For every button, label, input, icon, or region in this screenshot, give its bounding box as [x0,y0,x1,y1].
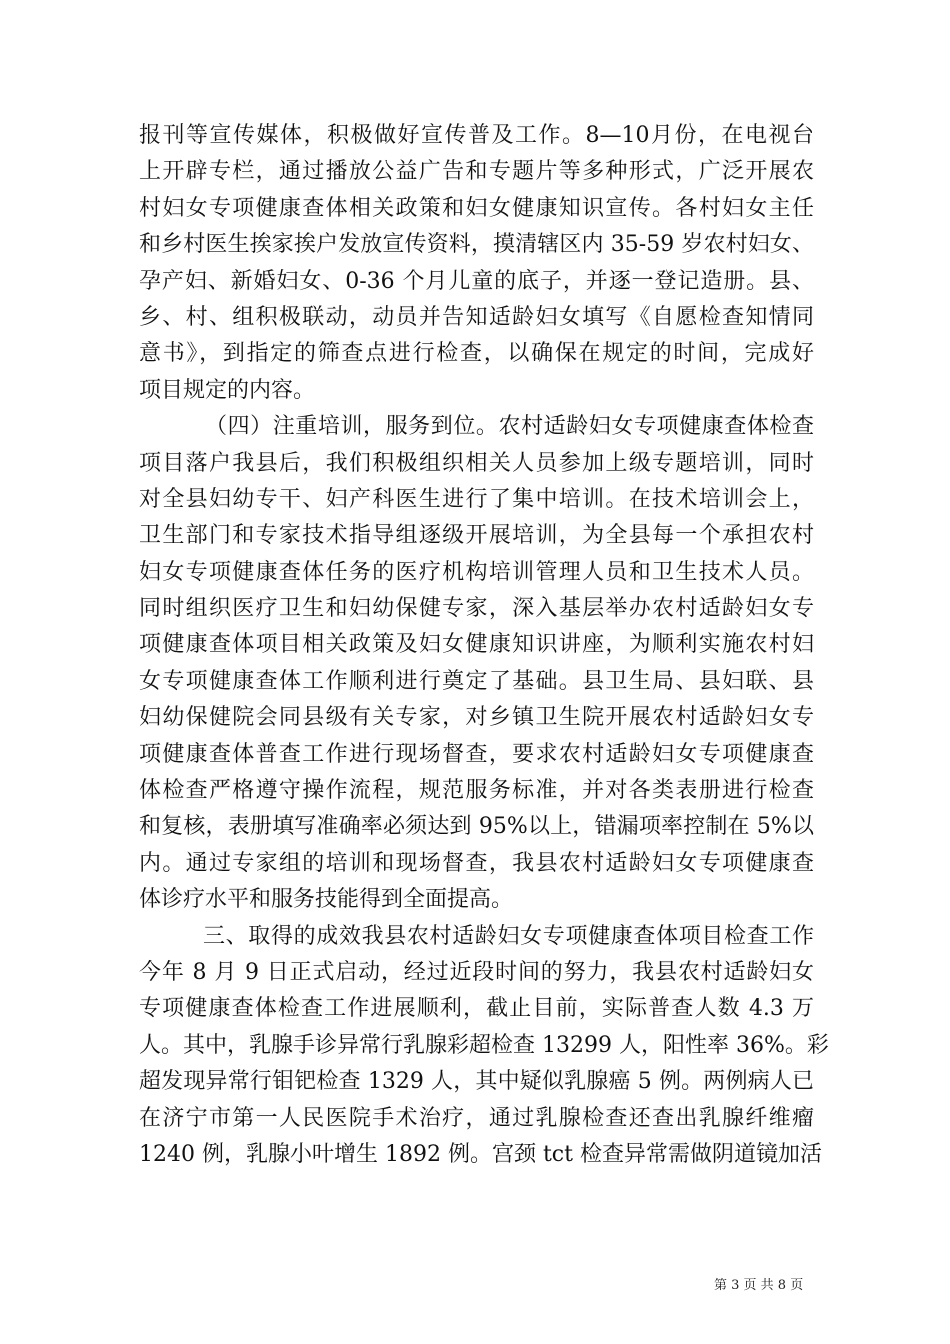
text-line: 项健康查体项目相关政策及妇女健康知识讲座，为顺利实施农村妇 [139,632,814,658]
text-line: 同时组织医疗卫生和妇幼保健专家，深入基层举办农村适龄妇女专 [139,596,814,622]
text-line: 超发现异常行钼钯检查 1329 人，其中疑似乳腺癌 5 例。两例病人已 [139,1069,814,1095]
text-line: 人。其中，乳腺手诊异常行乳腺彩超检查 13299 人，阳性率 36%。彩 [139,1032,829,1058]
text-line: 今年 8 月 9 日正式启动，经过近段时间的努力，我县农村适龄妇女 [139,959,814,985]
text-line: 1240 例，乳腺小叶增生 1892 例。宫颈 tct 检查异常需做阴道镜加活 [139,1141,822,1167]
text-line: （四）注重培训，服务到位。农村适龄妇女专项健康查体检查 [205,414,814,440]
text-line: 意书》，到指定的筛查点进行检查，以确保在规定的时间，完成好 [139,341,814,367]
document-body [139,118,829,1173]
text-line: 内。通过专家组的培训和现场督查，我县农村适龄妇女专项健康查 [139,850,814,876]
text-line: 体检查严格遵守操作流程，规范服务标准，并对各类表册进行检查 [139,778,814,804]
text-line: 村妇女专项健康查体相关政策和妇女健康知识宣传。各村妇女主任 [139,195,814,221]
text-line: 孕产妇、新婚妇女、0-36 个月儿童的底子，并逐一登记造册。县、 [139,268,814,294]
text-line: 妇幼保健院会同县级有关专家，对乡镇卫生院开展农村适龄妇女专 [139,705,814,731]
text-line: 妇女专项健康查体任务的医疗机构培训管理人员和卫生技术人员。 [139,559,814,585]
text-line: 项健康查体普查工作进行现场督查，要求农村适龄妇女专项健康查 [139,741,814,767]
text-line: 女专项健康查体工作顺利进行奠定了基础。县卫生局、县妇联、县 [139,668,814,694]
paragraph-publicity [139,118,814,409]
text-line: 专项健康查体检查工作进展顺利，截止目前，实际普查人数 4.3 万 [139,996,814,1022]
text-line: 乡、村、组积极联动，动员并告知适龄妇女填写《自愿检查知情同 [139,304,814,330]
text-line: 对全县妇幼专干、妇产科医生进行了集中培训。在技术培训会上， [139,486,814,512]
text-line: 和复核，表册填写准确率必须达到 95%以上，错漏项率控制在 5%以 [139,814,814,840]
text-line: 在济宁市第一人民医院手术治疗，通过乳腺检查还查出乳腺纤维瘤 [139,1105,814,1131]
page-number: 第 3 页 共 8 页 [714,1278,804,1293]
text-line: 项目规定的内容。 [139,377,316,403]
text-line: 体诊疗水平和服务技能得到全面提高。 [139,887,514,913]
text-line: 项目落户我县后，我们积极组织相关人员参加上级专题培训，同时 [139,450,814,476]
paragraph-training [139,409,814,918]
text-line: 上开辟专栏，通过播放公益广告和专题片等多种形式，广泛开展农 [139,159,814,185]
section-heading-line: 三、取得的成效我县农村适龄妇女专项健康查体项目检查工作 [203,923,814,949]
text-line: 报刊等宣传媒体，积极做好宣传普及工作。8—10月份，在电视台 [139,123,814,148]
paragraph-results [139,919,829,1174]
text-line: 卫生部门和专家技术指导组逐级开展培训，为全县每一个承担农村 [139,523,814,549]
text-line: 和乡村医生挨家挨户发放宣传资料，摸清辖区内 35-59 岁农村妇女、 [139,232,814,258]
